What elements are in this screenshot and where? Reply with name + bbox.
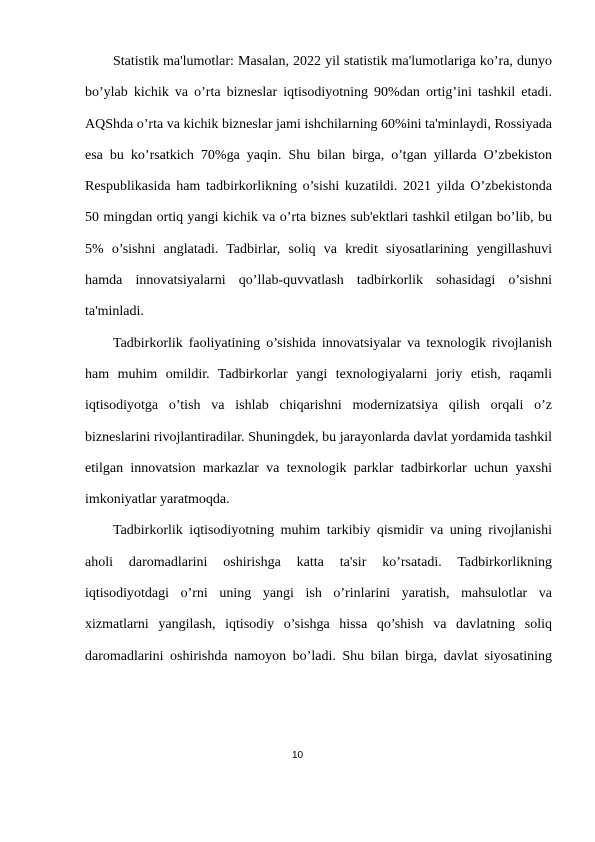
text-line: imkoniyatlar yaratmoqda. [85, 492, 230, 508]
text-line: iqtisodiyotga o’tish va ishlab chiqarishni modernizatsiya qilish orqali o’z [85, 398, 552, 414]
text-line: aholi daromadlarini oshirishga katta ta'sir ko’rsatadi. Tadbirkorlikning [85, 554, 552, 570]
paragraph-economy [85, 521, 552, 677]
text-line: iqtisodiyotdagi o’rni uning yangi ish o’rinlarini yaratish, mahsulotlar va [85, 586, 552, 602]
text-line: Tadbirkorlik faoliyatining o’sishida innovatsiyalar va texnologik rivojlanish [113, 335, 552, 351]
text-line: xizmatlarni yangilash, iqtisodiy o’sishga hissa qo’shish va davlatning soliq [85, 617, 552, 633]
text-line: Respublikasida ham tadbirkorlikning o’sishi kuzatildi. 2021 yilda O’zbekistonda [85, 179, 552, 195]
text-line: ham muhim omildir. Tadbirkorlar yangi texnologiyalarni joriy etish, raqamli [85, 366, 552, 382]
text-line: 5% o’sishni anglatadi. Tadbirlar, soliq va kredit siyosatlarining yengillashuvi [85, 241, 552, 257]
paragraph-innovation [85, 334, 552, 522]
paragraph-statistics [85, 52, 552, 334]
text-line: daromadlarini oshirishda namoyon bo’ladi. Shu bilan birga, davlat siyosatining [85, 648, 552, 664]
text-line: bizneslarini rivojlantiradilar. Shuningdek, bu jarayonlarda davlat yordamida tashkil [85, 429, 552, 445]
body-text [85, 52, 552, 678]
text-line: Statistik ma'lumotlar: Masalan, 2022 yil statistik ma'lumotlariga ko’ra, dunyo [113, 54, 552, 69]
text-line: esa bu ko’rsatkich 70%ga yaqin. Shu bilan birga, o’tgan yillarda O’zbekiston [85, 147, 552, 163]
page-number: 10 [291, 750, 304, 761]
text-line: AQShda o’rta va kichik bizneslar jami ishchilarning 60%ini ta'minlaydi, Rossiyada [85, 116, 552, 132]
text-line: bo’ylab kichik va o’rta bizneslar iqtisodiyotning 90%dan ortig’ini tashkil etadi. [85, 85, 552, 101]
text-line: Tadbirkorlik iqtisodiyotning muhim tarkibiy qismidir va uning rivojlanishi [113, 523, 552, 539]
text-line: hamda innovatsiyalarni qo’llab-quvvatlash tadbirkorlik sohasidagi o’sishni [85, 273, 552, 289]
text-line: 50 mingdan ortiq yangi kichik va o’rta biznes sub'ektlari tashkil etilgan bo’lib, bu [85, 210, 552, 226]
text-line: etilgan innovatsion markazlar va texnologik parklar tadbirkorlar uchun yaxshi [85, 460, 552, 476]
text-line: ta'minladi. [85, 304, 144, 320]
